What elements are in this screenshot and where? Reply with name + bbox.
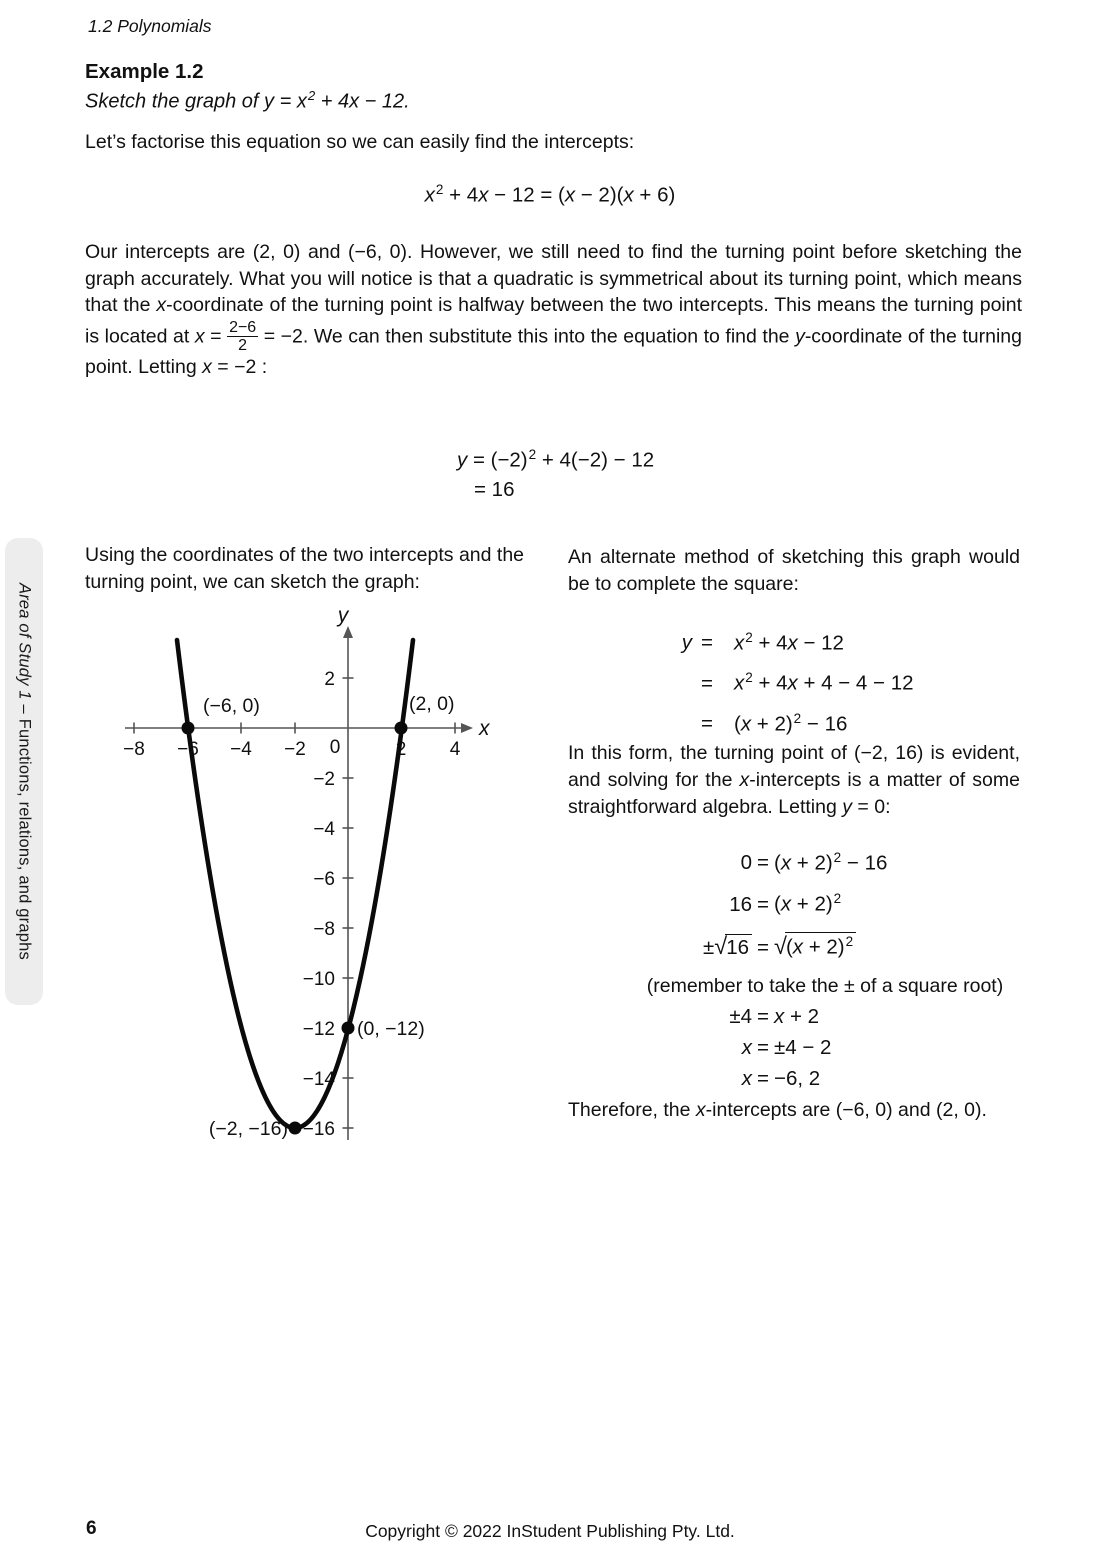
equation-rhs: $x^2 + 4x + 4 - 4 - 12$ — [734, 670, 914, 695]
equation-rhs: $x^2 + 4x - 12$ — [734, 630, 844, 655]
x-axis-arrow-icon — [461, 723, 473, 733]
conclusion-paragraph: Therefore, the x-intercepts are (−6, 0) and (2, 0). — [568, 1099, 987, 1121]
equals-sign: = — [757, 851, 769, 875]
equation-rhs: $(x + 2)^2 - 16$ — [774, 850, 888, 875]
x-axis-label: x — [479, 717, 490, 740]
sidebar-tab — [5, 538, 43, 1005]
substitution-line-1: $y = (-2)^2 + 4(-2) - 12$ — [457, 447, 655, 472]
example-prompt: Sketch the graph of $y = x^2 + 4x - 12$. — [85, 88, 410, 113]
working-row — [568, 1032, 1020, 1063]
alternate-method-paragraph: An alternate method of sketching this graph would be to complete the square: — [568, 546, 1020, 595]
copyright-footer: Copyright © 2022 InStudent Publishing Pty. Ltd. — [365, 1521, 735, 1541]
label-y-intercept: (0, −12) — [357, 1018, 425, 1040]
x-tick-label: 0 — [329, 737, 341, 758]
parabola-graph — [85, 600, 565, 1175]
equation-lhs: 0 — [740, 851, 752, 875]
point-y-intercept — [342, 1022, 355, 1035]
substitution-working — [457, 447, 654, 502]
y-tick-label: 2 — [324, 669, 335, 690]
turning-point-paragraph: Our intercepts are (2, 0) and (−6, 0). However, we still need to find the turning point before sketching the graph accurately. What you will notice is that a quadratic is symmetrical about its turning point, which means that the x-coordinate of the turning point is halfway between the two intercepts. This means the turning point is located at x = $\frac{2-6}{2}$ = −2. We can then substitute this into the equation to find the y-coordinate of the turning point. Letting x = −2 : — [85, 241, 1023, 378]
y-tick-label: −14 — [302, 1069, 335, 1090]
label-vertex: (−2, −16) — [208, 1118, 288, 1140]
equation-rhs: $√(x + 2)^2$ — [774, 923, 1020, 971]
y-tick-label: −6 — [313, 869, 335, 890]
y-tick-label: −8 — [313, 919, 335, 940]
page-number: 6 — [86, 1518, 97, 1539]
equation-rhs: −6, 2 — [774, 1066, 821, 1090]
y-tick-label: −12 — [302, 1019, 335, 1040]
y-axis-arrow-icon — [343, 626, 353, 638]
x-tick-label: −6 — [177, 739, 199, 760]
equals-sign: = — [757, 892, 769, 916]
label-right-intercept: (2, 0) — [409, 693, 455, 715]
equals-sign: = — [757, 935, 769, 959]
equation-lhs: x — [741, 1035, 752, 1059]
equation-lhs: 16 — [729, 892, 752, 916]
square-root-note: (remember to take the ± of a square root) — [646, 974, 1004, 997]
sidebar-label — [15, 583, 34, 960]
y-tick-label: −4 — [313, 819, 335, 840]
sidebar-label-course: Area of Study 1 — [15, 583, 34, 705]
equation-rhs: $(x + 2)^2$ — [774, 891, 842, 916]
equation-rhs: $(x + 2)^2 - 16$ — [734, 710, 848, 736]
point-vertex — [289, 1122, 302, 1135]
breadcrumb: 1.2 Polynomials — [88, 16, 212, 36]
turning-point-evident-paragraph: In this form, the turning point of (−2, 16) is evident, and solving for the x-intercepts is a matter of some straightforward algebra. Letting y = 0: — [568, 742, 1020, 818]
y-tick-label: −16 — [302, 1119, 335, 1140]
solve-working — [568, 840, 1020, 1094]
factorised-equation: $x^2 + 4x - 12 = (x - 2)(x + 6)$ — [424, 182, 676, 207]
sketch-lead-paragraph: Using the coordinates of the two intercepts and the turning point, we can sketch the graph: — [85, 544, 525, 593]
y-axis-label: y — [337, 604, 349, 627]
equation-lhs: x — [741, 1066, 752, 1090]
substitution-line-2: = 16 — [474, 478, 515, 502]
x-tick-label: −4 — [230, 739, 252, 760]
working-row — [568, 1001, 1020, 1032]
equation-rhs: ±4 − 2 — [774, 1035, 832, 1059]
working-row — [568, 881, 1020, 922]
equals-sign: = — [757, 1004, 769, 1028]
x-tick-label: 2 — [395, 739, 407, 760]
intro-paragraph: Let’s factorise this equation so we can easily find the intercepts: — [85, 131, 635, 153]
equation-lhs: ±√16 — [568, 923, 752, 971]
equation-rhs: x + 2 — [774, 1004, 820, 1028]
sidebar-label-topic: – Functions, relations, and graphs — [15, 704, 34, 960]
working-row — [568, 701, 1020, 741]
equals-sign: = — [757, 1035, 769, 1059]
point-right-intercept — [395, 722, 408, 735]
equation-lhs: y — [681, 631, 692, 655]
example-heading: Example 1.2 — [85, 60, 204, 83]
y-tick-label: −2 — [313, 769, 335, 790]
working-row — [568, 923, 1020, 971]
equals-sign: = — [701, 671, 713, 695]
working-row — [568, 620, 1020, 660]
x-tick-label: 4 — [449, 739, 461, 760]
x-tick-label: −8 — [123, 739, 145, 760]
working-row — [568, 660, 1020, 700]
working-row — [568, 1063, 1020, 1094]
equation-lhs: ±4 — [729, 1004, 752, 1028]
working-row — [568, 840, 1020, 881]
equals-sign: = — [701, 712, 713, 736]
equals-sign: = — [701, 631, 713, 655]
point-left-intercept — [182, 722, 195, 735]
x-tick-label: −2 — [284, 739, 306, 760]
label-left-intercept: (−6, 0) — [203, 695, 260, 717]
equals-sign: = — [757, 1066, 769, 1090]
y-tick-label: −10 — [302, 969, 335, 990]
parabola-figure — [85, 600, 565, 1175]
complete-square-working — [568, 620, 1020, 741]
